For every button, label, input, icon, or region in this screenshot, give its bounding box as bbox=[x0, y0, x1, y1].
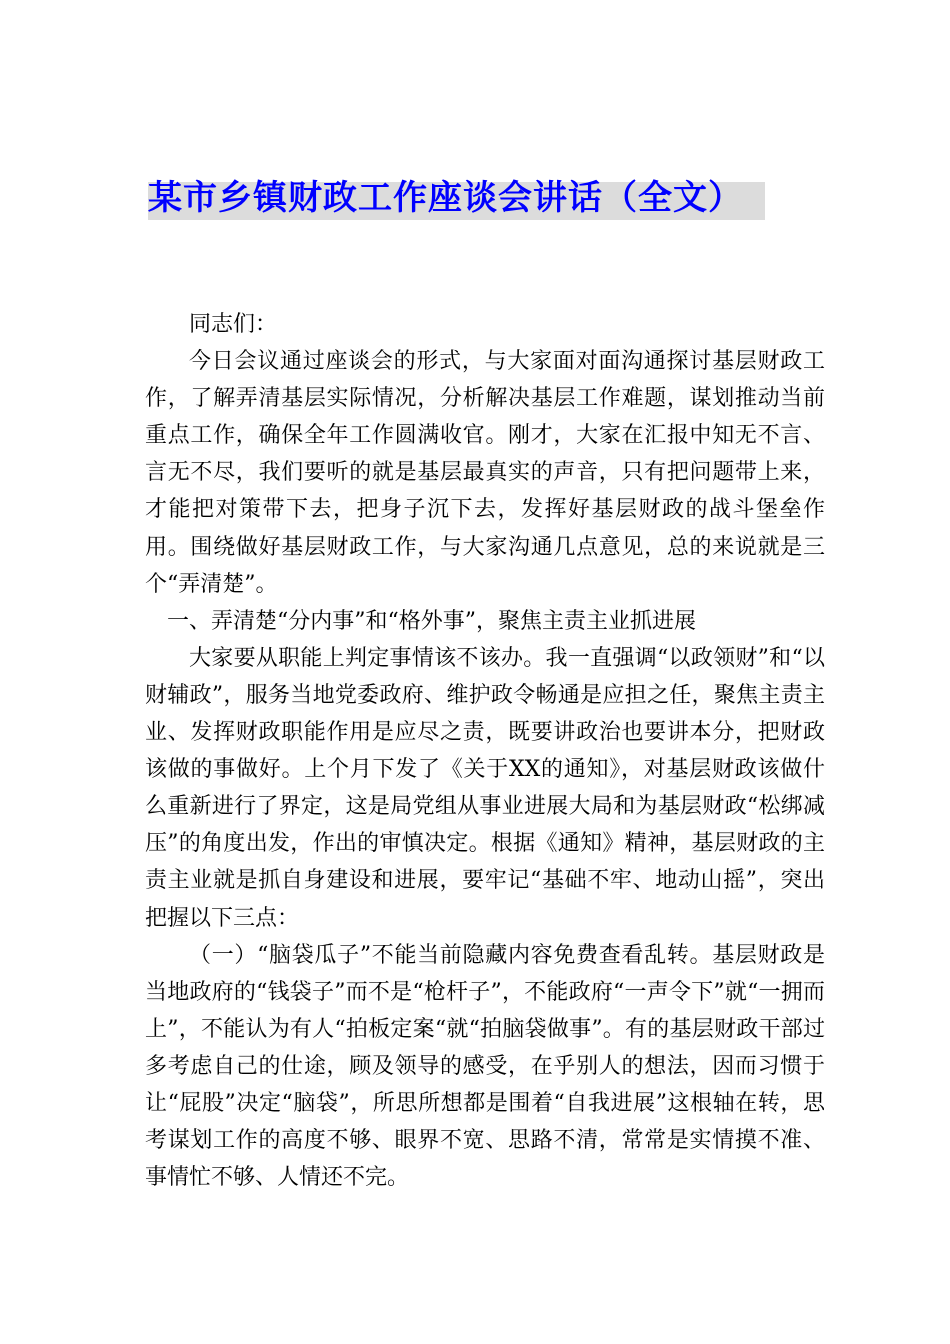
salutation: 同志们： bbox=[189, 312, 278, 337]
paragraph: 今日会议通过座谈会的形式，与大家面对面沟通探讨基层财政工作，了解弄清基层实际情况，分析解决基层工作难题，谋划推动当前重点工作，确保全年工作圆满收官。刚才，大家在汇报中知无不言、言无不尽，我们要听的就是基层最真实的声音，只有把问题带上来，才能把对策带下去，把身子沉下去，发挥好基层财政的战斗堡垒作用。围绕做好基层财政工作，与大家沟通几点意见，总的来说就是三个“弄清楚”。 bbox=[145, 349, 825, 597]
section-heading: 一、弄清楚“分内事”和“格外事”，聚焦主责主业抓进展 bbox=[167, 608, 696, 634]
document-body bbox=[145, 306, 825, 1196]
document-title: 某市乡镇财政工作座谈会讲话（全文） bbox=[148, 176, 765, 220]
paragraph: 大家要从职能上判定事情该不该办。我一直强调“以政领财”和“以财辅政”，服务当地党委政府、维护政令畅通是应担之任，聚焦主责主业、发挥财政职能作用是应尽之责，既要讲政治也要讲本分，把财政该做的事做好。上个月下发了《关于XX的通知》，对基层财政该做什么重新进行了界定，这是局党组从事业进展大局和为基层财政“松绑减压”的角度出发，作出的审慎决定。根据《通知》精神，基层财政的主责主业就是抓自身建设和进展，要牢记“基础不牢、地动山摇”，突出把握以下三点： bbox=[145, 645, 825, 931]
paragraph: （一）“脑袋瓜子”不能当前隐藏内容免费查看乱转。基层财政是当地政府的“钱袋子”而不是“枪杆子”，不能政府“一声令下”就“一拥而上”，不能认为有人“拍板定案“就“拍脑袋做事”。有的基层财政干部过多考虑自己的仕途，顾及领导的感受，在乎别人的想法，因而习惯于让“屁股”决定“脑袋”，所思所想都是围着“自我进展”这根轴在转，思考谋划工作的高度不够、眼界不宽、思路不清，常常是实情摸不准、事情忙不够、人情还不完。 bbox=[145, 942, 825, 1191]
